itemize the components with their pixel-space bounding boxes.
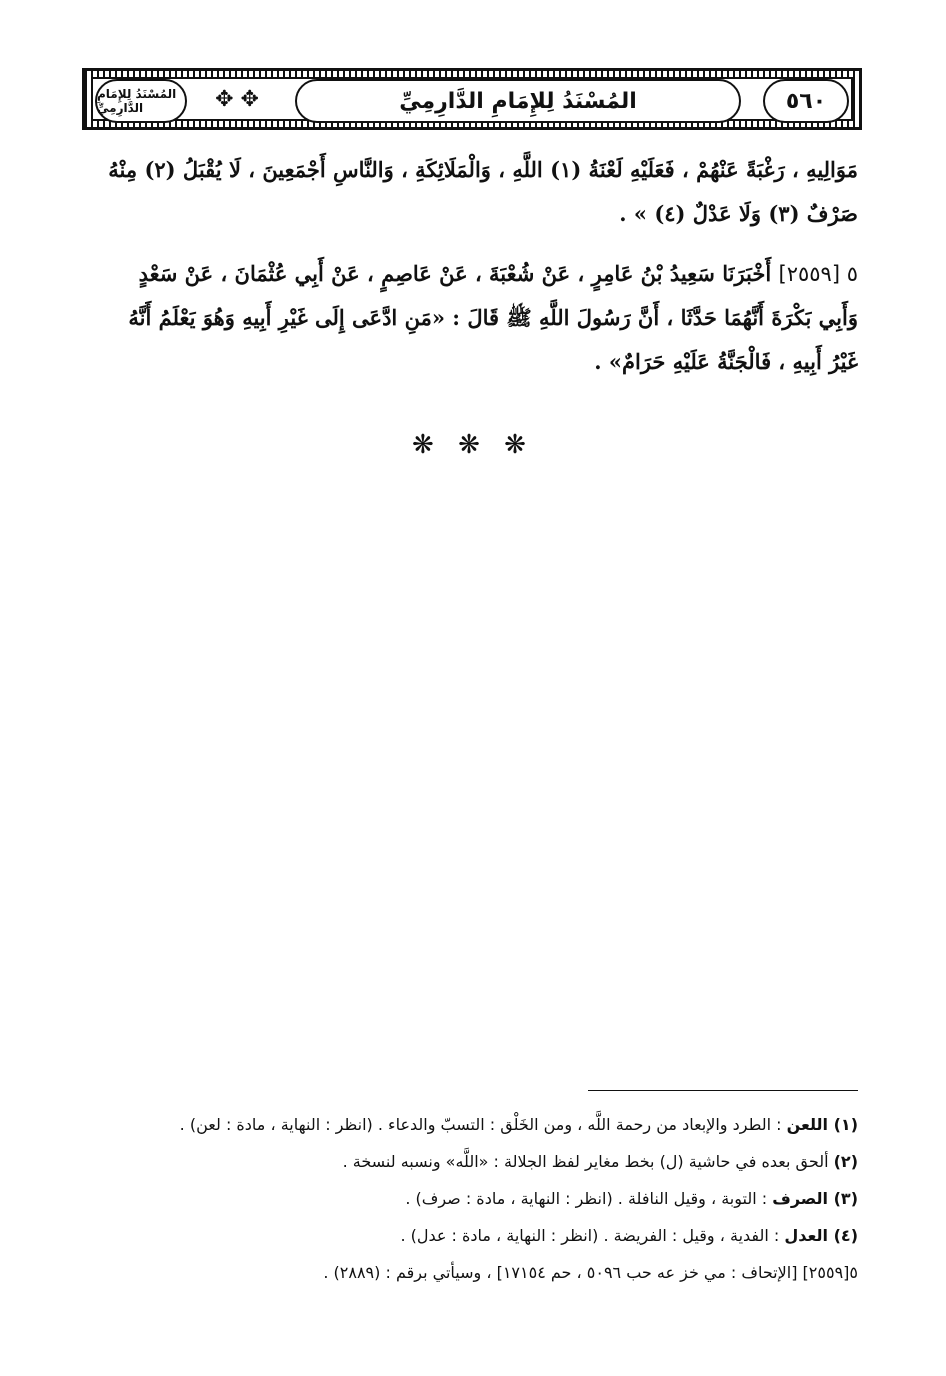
text-line: صَرْفٌ (٣) وَلَا عَدْلٌ (٤) » . (619, 201, 858, 226)
footnote-label: (٤) العدل (784, 1226, 858, 1245)
footnote-item (120, 1180, 858, 1217)
page-header (82, 68, 862, 130)
footnote-text: : التوبة ، وقيل النافلة . (انظر : النهاية ، مادة : صرف) . (405, 1189, 773, 1208)
footnote-text: ألحق بعده في حاشية (ل) بخط مغاير لفظ الجلالة : «اللَّه» ونسبه لنسخة . (342, 1152, 834, 1171)
text-line (90, 252, 858, 296)
footnote-label: (٢) (833, 1152, 858, 1171)
footnote-item (120, 1254, 858, 1291)
footnote-label: (١) اللعن (786, 1115, 858, 1134)
footnote-label: (٣) الصرف (772, 1189, 858, 1208)
footnote-text: [الإتحاف : مي خز عه حب ٥٠٩٦ ، حم ١٧١٥٤] ، وسيأتي برقم : (٢٨٨٩) . (323, 1263, 803, 1282)
page-number: ٥٦٠ (763, 79, 849, 123)
header-ornament: ✥ ✥ (215, 86, 259, 112)
section-separator: ❋ ❋ ❋ (412, 430, 534, 460)
footnote-text: : الفدية ، وقيل : الفريضة . (انظر : النهاية ، مادة : عدل) . (400, 1226, 785, 1245)
hadith-number: ٥ [٢٥٥٩] (778, 262, 858, 286)
book-logo: المُسْنَدُ لِلإِمَامِ الدَّارِمِيِّ (95, 79, 187, 123)
footnote-item (120, 1217, 858, 1254)
footnote-label: ٥[٢٥٥٩] (802, 1263, 858, 1282)
footnote-divider (588, 1090, 858, 1091)
footnotes (120, 1106, 858, 1291)
hadith-isnad: أَخْبَرَنَا سَعِيدُ بْنُ عَامِرٍ ، عَنْ شُعْبَةَ ، عَنْ عَاصِمٍ ، عَنْ أَبِي عُثْمَانَ ، عَنْ سَعْدٍ (138, 261, 772, 286)
footnote-item (120, 1106, 858, 1143)
text-line: وَأَبِي بَكْرَةَ أَنَّهُمَا حَدَّثَا ، أَنَّ رَسُولَ اللَّهِ ﷺ قَالَ : «مَنِ ادَّعَى إِلَى غَيْرِ أَبِيهِ وَهُوَ يَعْلَمُ أَنَّهُ (128, 305, 858, 330)
footnote-text: : الطرد والإبعاد من رحمة اللَّه ، ومن الخَلْق : التسبّ والدعاء . (انظر : النهاية ، مادة : لعن) . (179, 1115, 787, 1134)
paragraph-continuation (90, 148, 858, 236)
footnote-item (120, 1143, 858, 1180)
running-title: المُسْنَدُ لِلإِمَامِ الدَّارِمِيِّ (295, 79, 741, 123)
hadith-paragraph (90, 252, 858, 384)
text-line: مَوَالِيهِ ، رَغْبَةً عَنْهُمْ ، فَعَلَيْهِ لَعْنَةُ (١) اللَّهِ ، وَالْمَلَائِكَةِ ، وَالنَّاسِ أَجْمَعِينَ ، لَا يُقْبَلُ (٢) مِنْهُ (108, 157, 858, 182)
text-line: غَيْرُ أَبِيهِ ، فَالْجَنَّةُ عَلَيْهِ حَرَامٌ» . (594, 349, 858, 374)
